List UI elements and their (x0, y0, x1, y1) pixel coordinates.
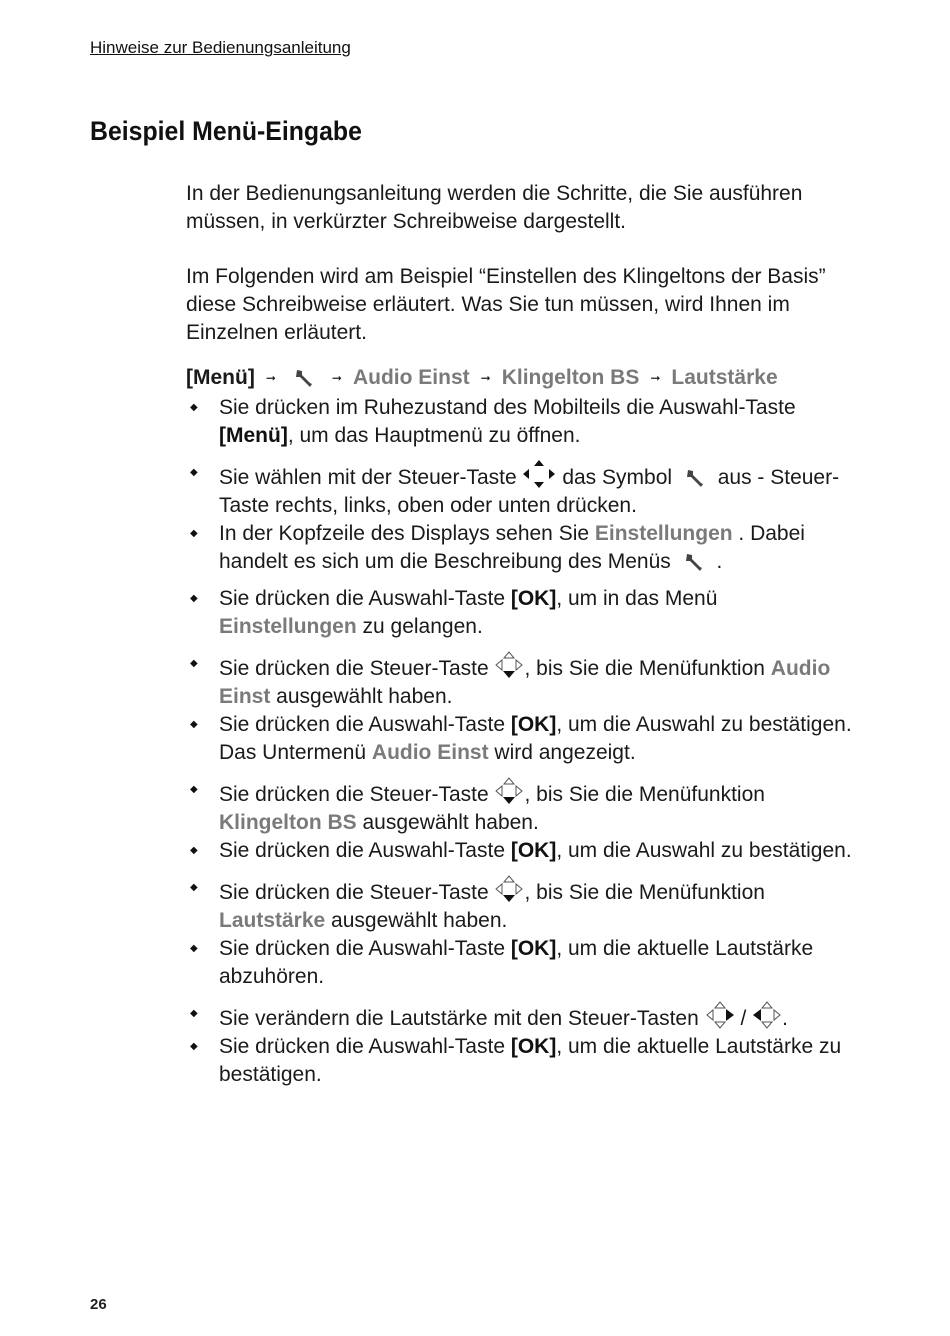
navigation-key-down-icon (494, 874, 524, 904)
step-10: ◆ Sie drücken die Auswahl-Taste [OK], um die aktuelle Lautstärke abzuhören. (186, 935, 856, 991)
menu-key-label: [Menü] (186, 366, 255, 389)
navigation-key-all-directions-icon (522, 459, 556, 489)
step-12: ◆ Sie drücken die Auswahl-Taste [OK], um die aktuelle Lautstärke zu bestätigen. (186, 1033, 856, 1089)
step-7: ◆ Sie drücken die Steuer-Taste , bis Sie die Menüfunktion Klingelton BS ausgewählt haben. (186, 776, 856, 837)
step-2: ◆ Sie wählen mit der Steuer-Taste das Symbol aus - Steuer-Taste rechts, links, oben oder unten drücken. (186, 459, 856, 520)
step-9: ◆ Sie drücken die Steuer-Taste , bis Sie die Menüfunktion Lautstärke ausgewählt haben. (186, 874, 856, 935)
navigation-key-left-icon (752, 1000, 782, 1030)
navigation-key-right-icon (705, 1000, 735, 1030)
intro-paragraph-2: Im Folgenden wird am Beispiel “Einstellen des Klingeltons der Basis” diese Schreibweise erläutert. Was Sie tun müssen, wird Ihnen im Einzelnen erläutert. (186, 265, 826, 344)
navigation-key-down-icon (494, 776, 524, 806)
step-4: ◆ Sie drücken die Auswahl-Taste [OK], um in das Menü Einstellungen zu gelangen. (186, 585, 856, 641)
steps-list (186, 394, 856, 1089)
wrench-icon (683, 551, 705, 573)
menu-lautstaerke: Lautstärke (671, 366, 778, 389)
step-6: ◆ Sie drücken die Auswahl-Taste [OK], um die Auswahl zu bestätigen. Das Untermenü Audio Einst wird angezeigt. (186, 711, 856, 767)
step-5: ◆ Sie drücken die Steuer-Taste , bis Sie die Menüfunktion Audio Einst ausgewählt haben. (186, 650, 856, 711)
arrow-right-icon: ➞ (650, 371, 661, 385)
page-number: 26 (90, 1296, 107, 1313)
wrench-icon (684, 467, 706, 489)
intro-paragraph-1: In der Bedienungsanleitung werden die Schritte, die Sie ausführen müssen, in verkürzter Schreibweise dargestellt. (186, 182, 803, 233)
running-header: Hinweise zur Bedienungsanleitung (90, 38, 351, 57)
step-11: ◆ Sie verändern die Lautstärke mit den Steuer-Tasten / . (186, 1000, 856, 1033)
menu-klingelton-bs: Klingelton BS (501, 366, 640, 389)
menu-path (186, 364, 856, 392)
page-title: Beispiel Menü-Eingabe (90, 116, 362, 146)
step-8: ◆ Sie drücken die Auswahl-Taste [OK], um die Auswahl zu bestätigen. (186, 837, 856, 865)
arrow-right-icon: ➞ (265, 371, 276, 385)
arrow-right-icon: ➞ (480, 371, 491, 385)
step-3: ◆ In der Kopfzeile des Displays sehen Sie Einstellungen . Dabei handelt es sich um die Beschreibung des Menüs . (186, 520, 856, 576)
wrench-icon (293, 367, 315, 389)
menu-audio-einst: Audio Einst (352, 366, 470, 389)
main-content (186, 180, 856, 1089)
navigation-key-down-icon (494, 650, 524, 680)
arrow-right-icon: ➞ (331, 371, 342, 385)
step-1: ◆ Sie drücken im Ruhezustand des Mobilteils die Auswahl-Taste [Menü], um das Hauptmenü zu öffnen. (186, 394, 856, 450)
